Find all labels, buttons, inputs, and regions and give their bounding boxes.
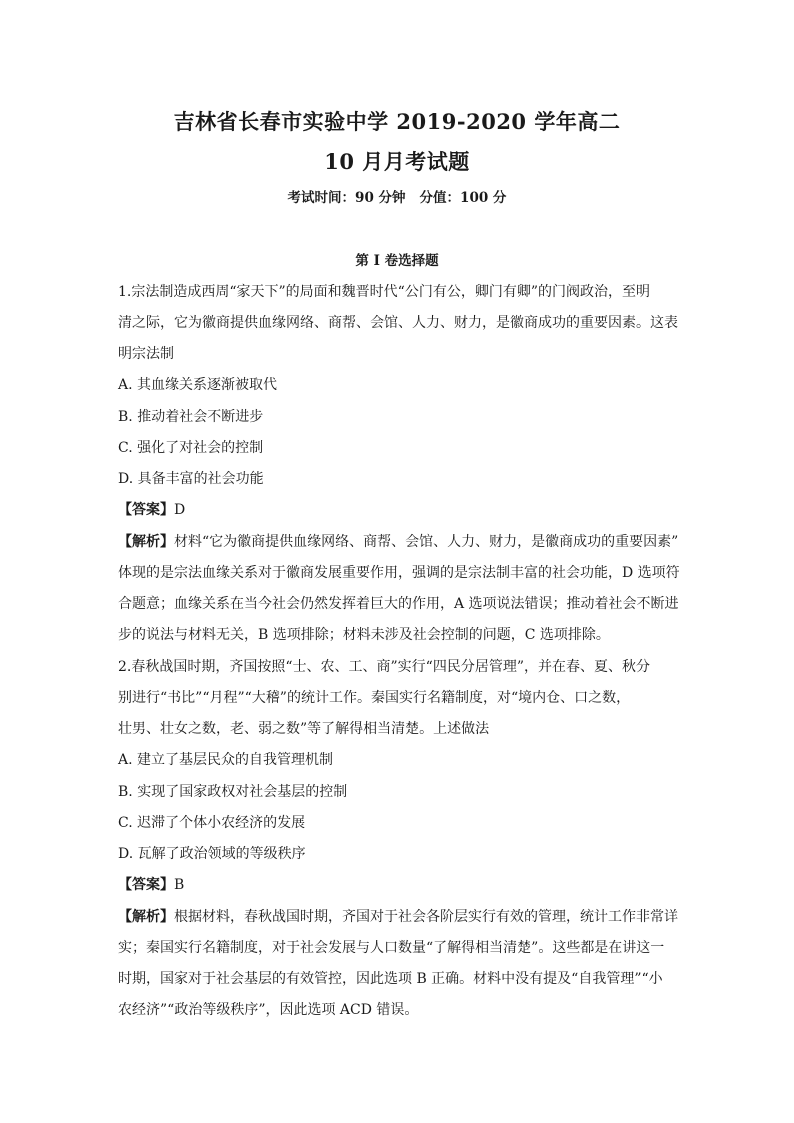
q1-answer bbox=[118, 501, 185, 519]
q1-option-a: A. 其血缘关系逐渐被取代 bbox=[118, 377, 278, 393]
q2-stem-line2: 别进行“书比”“月程”“大稽”的统计工作。秦国实行名籍制度，对“境内仓、口之数， bbox=[118, 690, 631, 706]
q2-answer bbox=[118, 876, 184, 894]
exam-title-line1: 吉林省长春市实验中学 2019-2020 学年高二 bbox=[173, 109, 621, 134]
q1-option-d: D. 具备丰富的社会功能 bbox=[118, 471, 264, 487]
exam-title-line2: 10 月月考试题 bbox=[324, 149, 470, 174]
q1-answer-value: D bbox=[174, 502, 186, 518]
q2-option-c: C. 迟滞了个体小农经济的发展 bbox=[118, 815, 306, 831]
q1-stem-line1: 1.宗法制造成西周“家天下”的局面和魏晋时代“公门有公，卿门有卿”的门阀政治，至明 bbox=[118, 284, 650, 300]
q1-analysis-line1 bbox=[118, 533, 678, 551]
q2-option-d: D. 瓦解了政治领域的等级秩序 bbox=[118, 846, 306, 862]
q2-stem-line1: 2.春秋战国时期，齐国按照“士、农、工、商”实行“四民分居管理”，并在春、夏、秋分 bbox=[118, 659, 650, 675]
q1-analysis-text1: 材料“它为徽商提供血缘网络、商帮、会馆、人力、财力，是徽商成功的重要因素” bbox=[174, 534, 679, 550]
q1-analysis-line2: 体现的是宗法血缘关系对于徽商发展重要作用，强调的是宗法制丰富的社会功能，D 选项符 bbox=[118, 565, 680, 581]
q1-analysis-label: 【解析】 bbox=[118, 534, 174, 550]
exam-time: 考试时间：90 分钟 bbox=[287, 190, 406, 206]
q2-analysis-label: 【解析】 bbox=[118, 909, 174, 925]
q2-option-a: A. 建立了基层民众的自我管理机制 bbox=[118, 752, 334, 768]
q1-answer-label: 【答案】 bbox=[118, 502, 174, 518]
exam-meta bbox=[0, 186, 794, 206]
q1-option-c: C. 强化了对社会的控制 bbox=[118, 440, 264, 456]
q1-stem-line3: 明宗法制 bbox=[118, 346, 174, 362]
exam-score: 分值：100 分 bbox=[419, 190, 507, 206]
q2-option-b: B. 实现了国家政权对社会基层的控制 bbox=[118, 784, 348, 800]
q2-analysis-text1: 根据材料，春秋战国时期，齐国对于社会各阶层实行有效的管理，统计工作非常详 bbox=[174, 909, 678, 925]
q2-analysis-line4: 农经济”“政治等级秩序”，因此选项 ACD 错误。 bbox=[118, 1002, 419, 1018]
q2-analysis-line2: 实；秦国实行名籍制度，对于社会发展与人口数量“了解得相当清楚”。这些都是在讲这一 bbox=[118, 940, 665, 956]
q1-stem-line2: 清之际，它为徽商提供血缘网络、商帮、会馆、人力、财力，是徽商成功的重要因素。这表 bbox=[118, 315, 678, 331]
section-title: 第 I 卷选择题 bbox=[355, 253, 439, 269]
q2-analysis-line3: 时期，国家对于社会基层的有效管控，因此选项 B 正确。材料中没有提及“自我管理”“小 bbox=[118, 971, 663, 987]
q2-answer-label: 【答案】 bbox=[118, 877, 174, 893]
q1-option-b: B. 推动着社会不断进步 bbox=[118, 409, 264, 425]
q2-stem-line3: 壮男、壮女之数，老、弱之数”等了解得相当清楚。上述做法 bbox=[118, 721, 490, 737]
q2-analysis-line1 bbox=[118, 908, 678, 926]
q1-analysis-line3: 合题意；血缘关系在当今社会仍然发挥着巨大的作用，A 选项说法错误；推动着社会不断进 bbox=[118, 596, 679, 612]
q1-analysis-line4: 步的说法与材料无关，B 选项排除；材料未涉及社会控制的问题，C 选项排除。 bbox=[118, 627, 610, 643]
q2-answer-value: B bbox=[174, 877, 185, 893]
